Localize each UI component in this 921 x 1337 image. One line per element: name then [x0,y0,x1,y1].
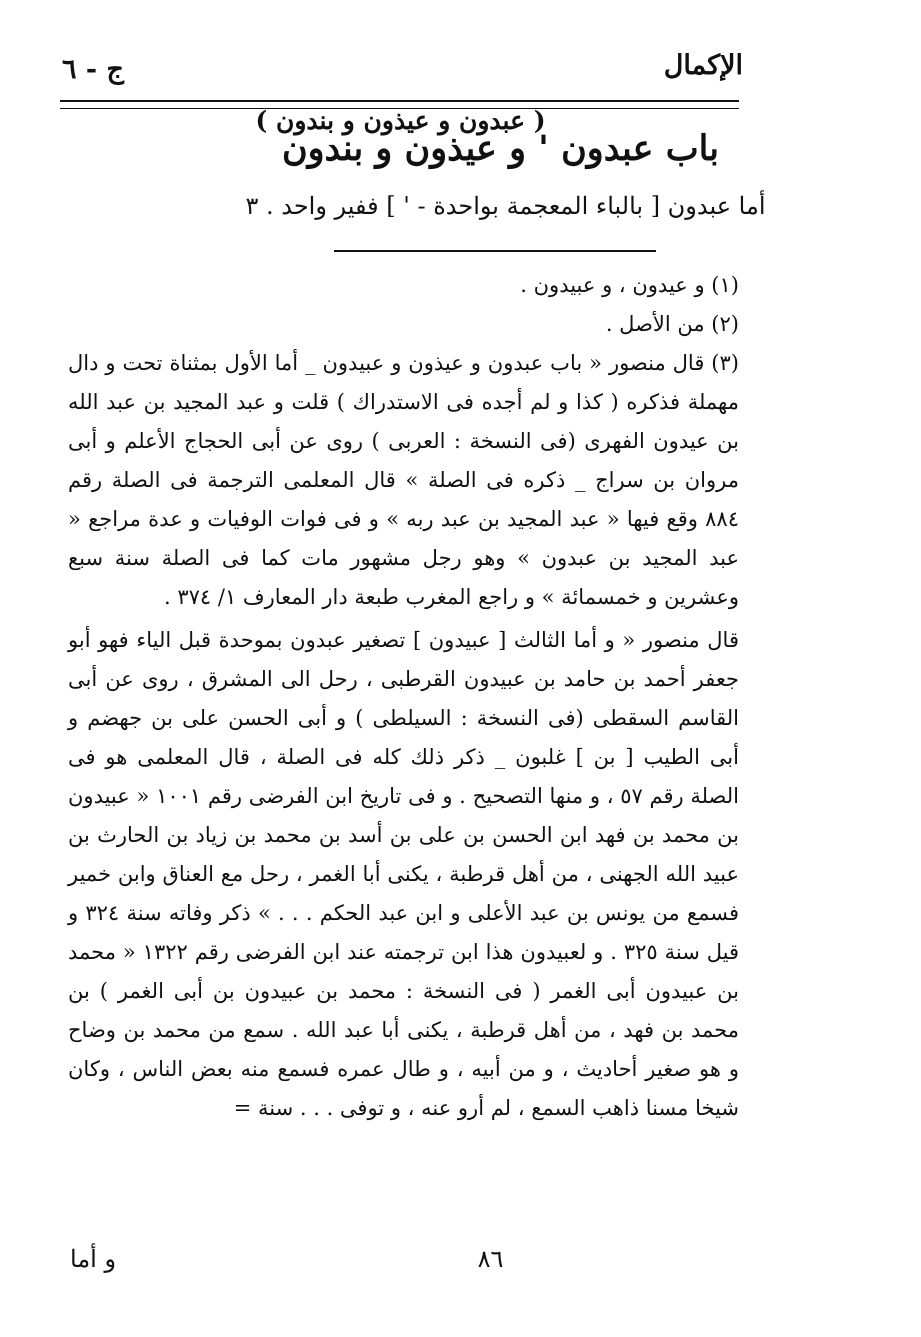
catchword: و أما [70,1245,117,1273]
footnote-3-continued: قال منصور « و أما الثالث [ عبيدون ] تصغير عبدون بموحدة قبل الياء فهو أبو جعفر أحمد بن حامد بن عبيدون القرطبى ، رحل الى المشرق ، روى عن أبى القاسم السقطى (فى النسخة : السيلطى ) و أبى الحسن على بن جهضم و أبى الطيب [ بن ] غلبون _ ذكر ذلك كله فى الصلة ، قال المعلمى هو فى الصلة رقم ٥٧ ، و منها التصحيح . و فى تاريخ ابن الفرضى رقم ١٠٠١ « عبيدون بن محمد بن فهد ابن الحسن بن على بن أسد بن محمد بن زياد بن الحارث بن عبيد الله الجهنى ، من أهل قرطبة ، يكنى أبا الغمر ، رحل مع العناق وابن خمير فسمع من يونس بن عبد الأعلى و ابن عبد الحكم . . . » ذكر وفاته سنة ٣٢٤ و قيل سنة ٣٢٥ . و لعبيدون هذا ابن ترجمته عند ابن الفرضى رقم ١٣٢٢ « محمد بن عبيدون أبى الغمر ( فى النسخة : محمد بن عبيدون بن أبى الغمر ) بن محمد بن فهد ، من أهل قرطبة ، يكنى أبا عبد الله . سمع من محمد بن وضاح و هو صغير أحاديث ، و من أبيه ، و طال عمره فسمع منه بعض الناس ، وكان شيخا مسنا ذاهب السمع ، لم أرو عنه ، و توفى . . . سنة = [68,628,739,1120]
header-rule-thin [60,108,739,109]
footnote-separator [334,250,656,252]
running-header-volume: ج - ٦ [62,54,124,85]
chapter-title: باب عبدون ' و عيذون و بندون [281,128,720,169]
running-header-chapter: ( عبدون و عيذون و بندون ) [255,106,546,135]
running-header [60,50,741,135]
running-header-book-title: الإكمال [663,50,743,81]
chapter-intro: أما عبدون [ بالباء المعجمة بواحدة - ' ] ففير واحد . ٣ [245,192,766,220]
footnotes [68,266,739,1128]
header-rule [60,100,739,102]
footnote-2: (٢) من الأصل . [605,312,739,336]
footnote-1: (١) و عيدون ، و عبيدون . [520,273,739,297]
footnote-3: (٣) قال منصور « باب عبدون و عيذون و عبيدون _ أما الأول بمثناة تحت و دال مهملة فذكره ( كذا و لم أجده فى الاستدراك ) قلت و عبد المجيد بن عبد الله بن عيدون الفهرى (فى النسخة : العربى ) روى عن أبى الحجاج الأعلم و أبى مروان بن سراج _ ذكره فى الصلة » قال المعلمى الترجمة فى الصلة رقم ٨٨٤ وقع فيها « عبد المجيد بن عبد ربه » و فى فوات الوفيات و عدة مراجع « عبد المجيد بن عبدون » وهو رجل مشهور مات كما فى الصلة سنة سبع وعشرين و خمسمائة » و راجع المغرب طبعة دار المعارف ١/ ٣٧٤ . [68,351,739,609]
page-number: ٨٦ [477,1245,504,1273]
